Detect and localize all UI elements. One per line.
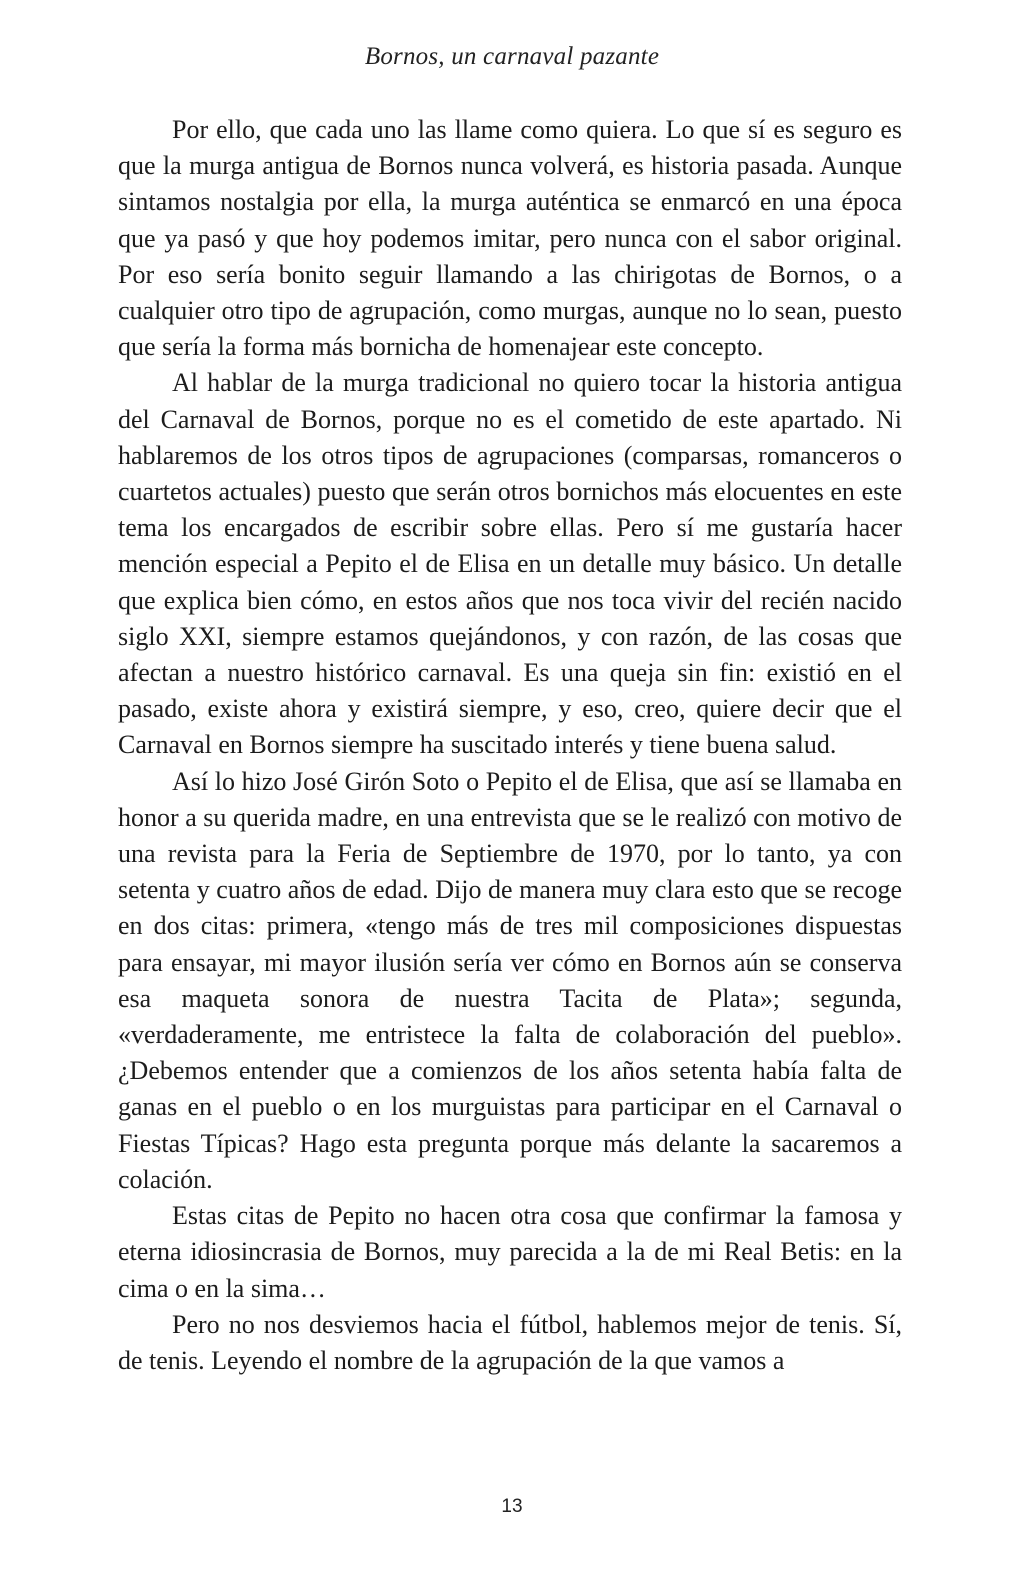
page-number: 13 [501, 1496, 523, 1517]
paragraph-3: Así lo hizo José Girón Soto o Pepito el de Elisa, que así se llamaba en honor a su querida madre, en una entrevista que se le realizó con motivo de una revista para la Feria de Septiembre de 1970, por lo tanto, ya con setenta y cuatro años de edad. Dijo de manera muy clara esto que se recoge en dos citas: primera, «tengo más de tres mil composiciones dispuestas para ensayar, mi mayor ilusión sería ver cómo en Bornos aún se conserva esa maqueta sonora de nuestra Tacita de Plata»; segunda, «verdaderamente, me entristece la falta de colaboración del pueblo». ¿Debemos entender que a comienzos de los años setenta había falta de ganas en el pueblo o en los murguistas para participar en el Carnaval o Fiestas Típicas? Hago esta pregunta porque más delante la sacaremos a colación. [118, 766, 902, 1194]
body-text [118, 112, 902, 1379]
paragraph-1: Por ello, que cada uno las llame como quiera. Lo que sí es seguro es que la murga antigua de Bornos nunca volverá, es historia pasada. Aunque sintamos nostalgia por ella, la murga auténtica se enmarcó en una época que ya pasó y que hoy podemos imitar, pero nunca con el sabor original. Por eso sería bonito seguir llamando a las chirigotas de Bornos, o a cualquier otro tipo de agrupación, como murgas, aunque no lo sean, puesto que sería la forma más bornicha de homenajear este concepto. [118, 115, 902, 362]
paragraph-5: Pero no nos desviemos hacia el fútbol, hablemos mejor de tenis. Sí, de tenis. Leyendo el nombre de la agrupación de la que vamos a [118, 1309, 902, 1375]
paragraph-2: Al hablar de la murga tradicional no quiero tocar la historia antigua del Carnaval de Bornos, porque no es el cometido de este apartado. Ni hablaremos de los otros tipos de agrupaciones (comparsas, romanceros o cuartetos actuales) puesto que serán otros bornichos más elocuentes en este tema los encargados de escribir sobre ellas. Pero sí me gustaría hacer mención especial a Pepito el de Elisa en un detalle muy básico. Un detalle que explica bien cómo, en estos años que nos toca vivir del recién nacido siglo XXI, siempre estamos quejándonos, y con razón, de las cosas que afectan a nuestro histórico carnaval. Es una queja sin fin: existió en el pasado, existe ahora y existirá siempre, y eso, creo, quiere decir que el Carnaval en Bornos siempre ha suscitado interés y tiene buena salud. [118, 368, 902, 760]
paragraph-4: Estas citas de Pepito no hacen otra cosa que confirmar la famosa y eterna idiosincrasia de Bornos, muy parecida a la de mi Real Betis: en la cima o en la sima… [118, 1201, 902, 1303]
running-header-title: Bornos, un carnaval pazante [364, 43, 660, 70]
